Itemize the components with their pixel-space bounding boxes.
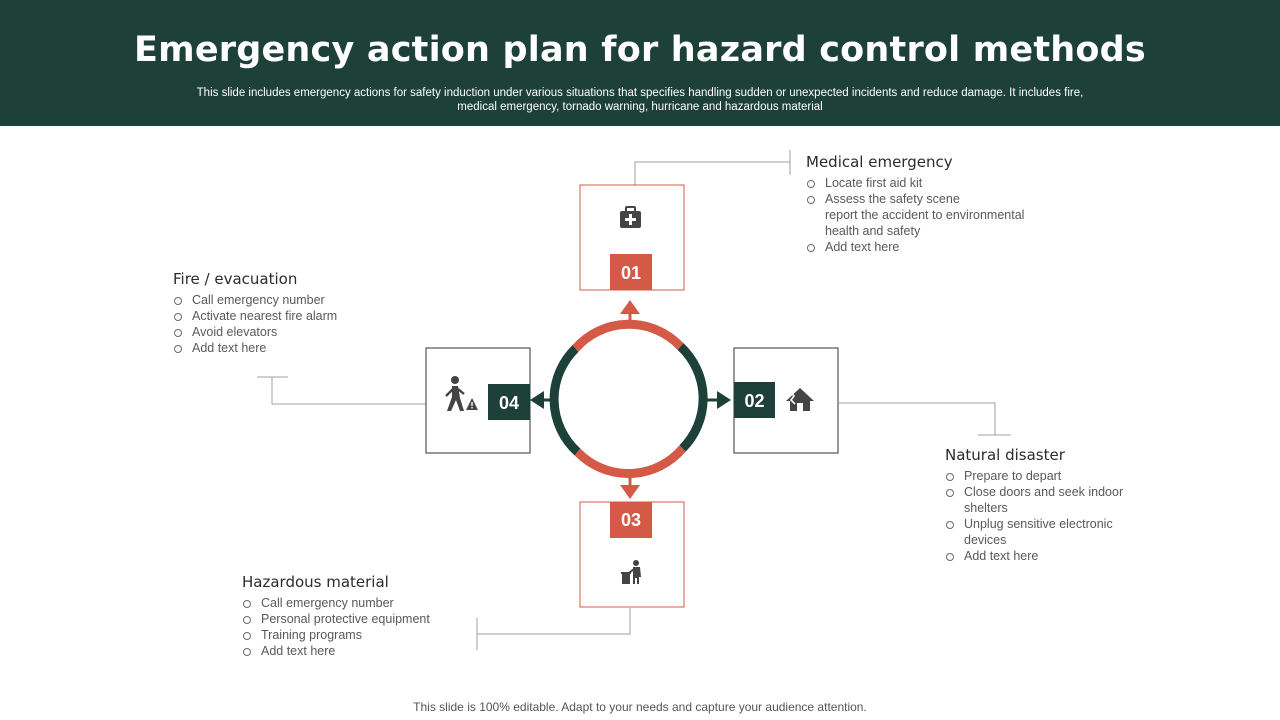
list-item: Add text here [242, 643, 482, 659]
connector-fire [272, 377, 426, 404]
section-medical-list [806, 175, 1066, 255]
section-natural-title: Natural disaster [945, 446, 1065, 464]
list-item: Assess the safety scene [806, 191, 1066, 207]
connector-hazardous [477, 608, 630, 634]
list-item: Avoid elevators [173, 324, 403, 340]
section-medical-title: Medical emergency [806, 153, 953, 171]
badge-03-label: 03 [620, 510, 642, 530]
connector-medical [635, 162, 790, 185]
page-title: Emergency action plan for hazard control methods [134, 30, 1146, 70]
central-ring [554, 324, 703, 473]
list-item: Training programs [242, 627, 482, 643]
section-natural-list [945, 468, 1145, 564]
section-hazardous-list [242, 595, 482, 659]
section-fire [173, 270, 403, 356]
list-item: report the accident to environmental [825, 208, 1025, 222]
list-item: Locate first aid kit [806, 175, 1066, 191]
list-item: Close doors and seek indoor shelters [945, 484, 1145, 516]
section-fire-title: Fire / evacuation [173, 270, 298, 288]
footer-note: This slide is 100% editable. Adapt to your needs and capture your audience attention. [413, 700, 867, 714]
badge-01-label: 01 [620, 263, 642, 283]
connector-natural [839, 403, 995, 435]
list-item: Add text here [806, 239, 1066, 255]
list-item: Add text here [945, 548, 1145, 564]
list-item: Add text here [173, 340, 403, 356]
list-item: Call emergency number [242, 595, 482, 611]
section-hazardous [242, 573, 482, 659]
arrow-right [705, 391, 731, 409]
list-item: Call emergency number [173, 292, 403, 308]
page-subtitle: This slide includes emergency actions for safety induction under various situations that specifies handling sudden or unexpected incidents and reduce damage. It includes fire, medical emergency, tornado warning, hurricane and hazardous material [196, 87, 1084, 113]
section-medical [806, 153, 1066, 255]
section-fire-list [173, 292, 403, 356]
list-item: Prepare to depart [945, 468, 1145, 484]
section-hazardous-title: Hazardous material [242, 573, 389, 591]
ring-arc-bottom [578, 449, 683, 474]
ring-arc-left [554, 349, 577, 453]
list-item: Personal protective equipment [242, 611, 482, 627]
ring-arc-right [681, 347, 704, 449]
list-item: Activate nearest fire alarm [173, 308, 403, 324]
ring-arc-top [576, 324, 681, 348]
list-item: health and safety [825, 224, 921, 238]
list-item: Unplug sensitive electronic devices [945, 516, 1145, 548]
section-natural [945, 446, 1145, 564]
badge-02-label: 02 [744, 391, 765, 411]
badge-04-label: 04 [498, 393, 520, 413]
